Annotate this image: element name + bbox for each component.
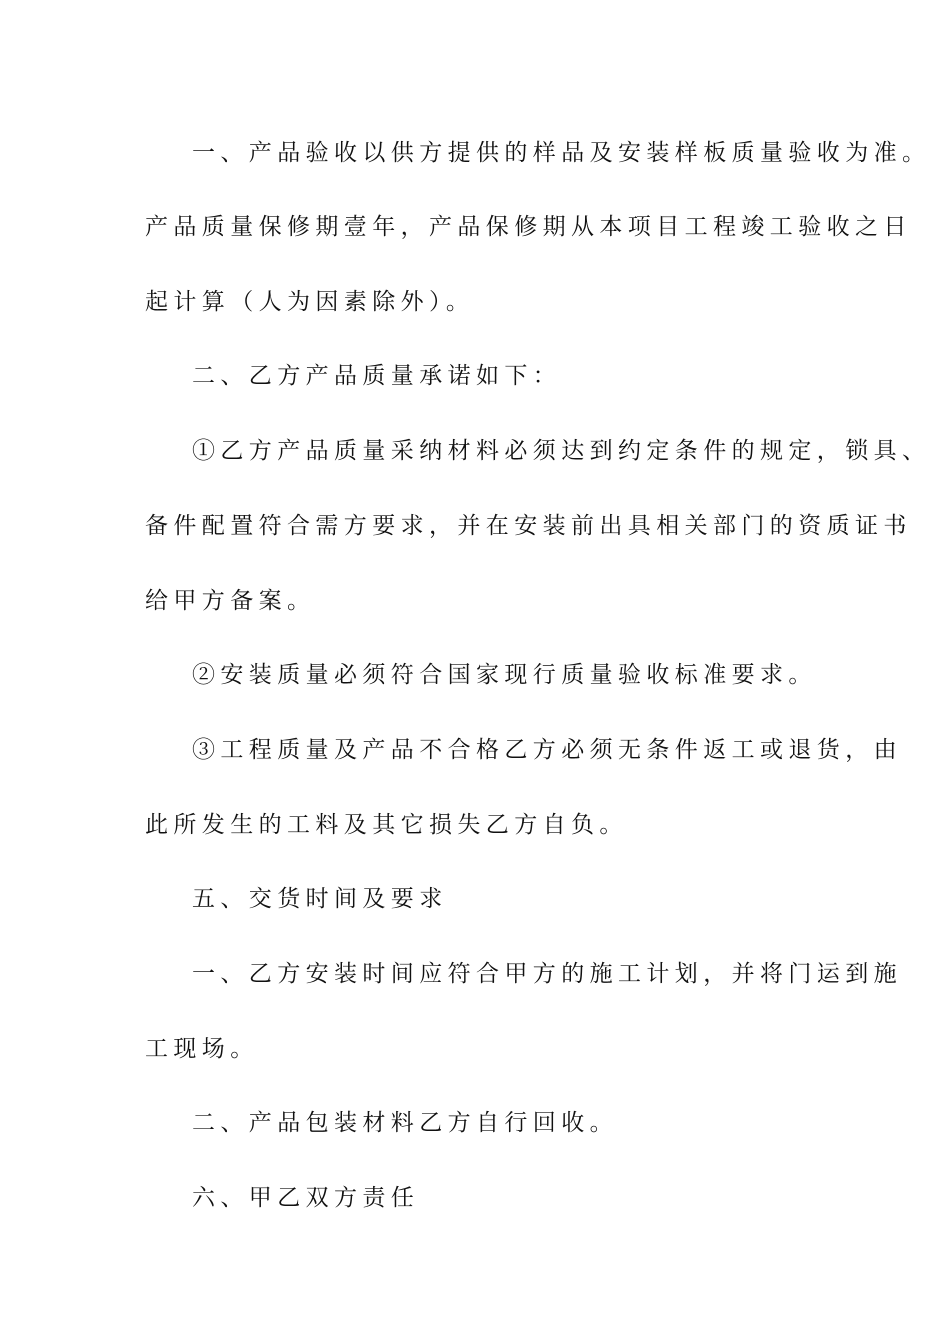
paragraph-line: 此所发生的工料及其它损失乙方自负。 [145, 812, 628, 838]
section-heading: 五、交货时间及要求 [192, 886, 448, 912]
paragraph-line: 二、产品包装材料乙方自行回收。 [192, 1110, 618, 1136]
paragraph-line: 产品质量保修期壹年，产品保修期从本项目工程竣工验收之日 [145, 214, 912, 240]
paragraph-line: 备件配置符合需方要求，并在安装前出具相关部门的资质证书 [145, 513, 912, 539]
paragraph-line: ②安装质量必须符合国家现行质量验收标准要求。 [192, 662, 817, 688]
paragraph-line: ③工程质量及产品不合格乙方必须无条件返工或退货，由 [192, 737, 902, 763]
paragraph-line: 工现场。 [145, 1036, 259, 1062]
paragraph-line: 给甲方备案。 [145, 588, 316, 614]
paragraph-line: 起计算（人为因素除外）。 [145, 289, 475, 315]
section-heading: 六、甲乙双方责任 [192, 1185, 420, 1211]
paragraph-line: 二、乙方产品质量承诺如下： [192, 363, 562, 389]
paragraph-line: ①乙方产品质量采纳材料必须达到约定条件的规定，锁具、 [192, 438, 931, 464]
paragraph-line: 一、产品验收以供方提供的样品及安装样板质量验收为准。 [192, 140, 931, 166]
paragraph-line: 一、乙方安装时间应符合甲方的施工计划，并将门运到施 [192, 961, 902, 987]
